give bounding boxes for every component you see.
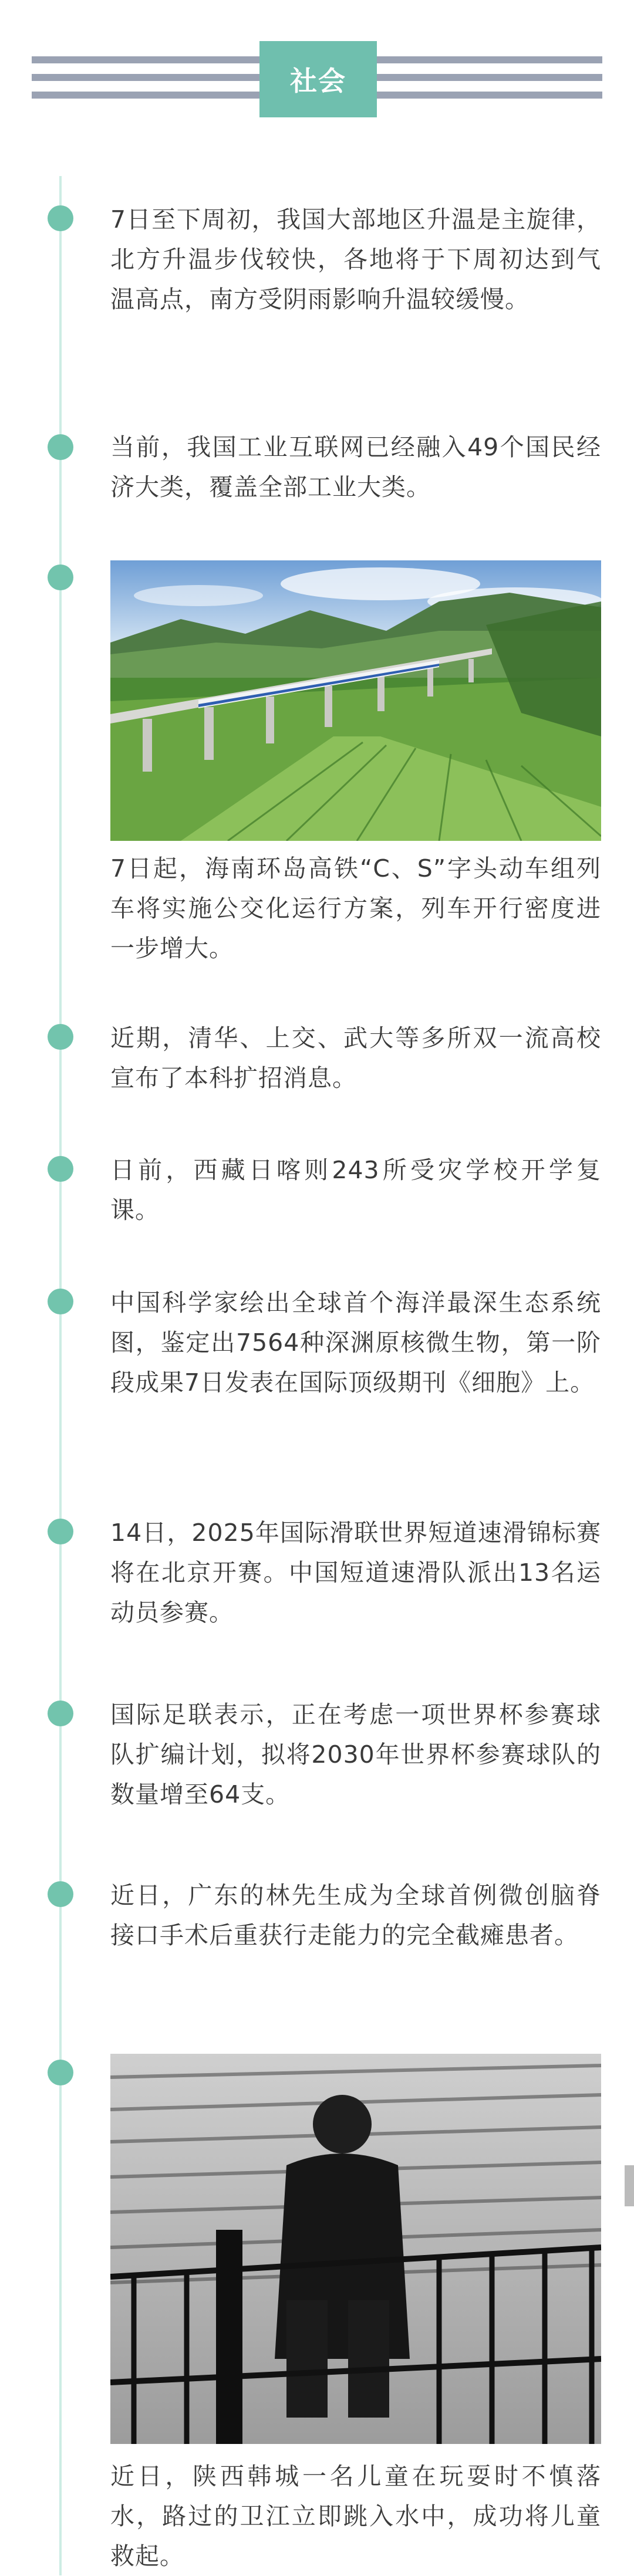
timeline-dot [48, 564, 73, 590]
timeline-line [59, 176, 62, 2575]
section-header [0, 0, 634, 123]
timeline-dot [48, 2060, 73, 2085]
timeline-dot [48, 1289, 73, 1314]
train-photo [110, 560, 601, 841]
timeline-dot [48, 1881, 73, 1907]
timeline-dot [48, 1156, 73, 1182]
news-item-text: 7日起，海南环岛高铁“C、S”字头动车组列车将实施公交化运行方案，列车开行密度进一步增大。 [110, 854, 601, 962]
timeline-dot [48, 1024, 73, 1050]
news-item-text: 近期，清华、上交、武大等多所双一流高校宣布了本科扩招消息。 [110, 1024, 601, 1092]
news-item-text: 中国科学家绘出全球首个海洋最深生态系统图，鉴定出7564种深渊原核微生物，第一阶段成果7日发表在国际顶级期刊《细胞》上。 [110, 1289, 601, 1397]
news-item-text: 国际足联表示，正在考虑一项世界杯参赛球队扩编计划，拟将2030年世界杯参赛球队的数量增至64支。 [110, 1701, 601, 1808]
high-speed-train-viaduct-photo [110, 560, 601, 841]
rescue-photo [110, 2054, 601, 2444]
scrollbar-thumb[interactable] [625, 2165, 634, 2206]
guard-at-railing-photo [110, 2054, 601, 2444]
news-item-text: 日前，西藏日喀则243所受灾学校开学复课。 [110, 1156, 601, 1224]
timeline-dot [48, 1519, 73, 1544]
timeline-dot [48, 434, 73, 460]
news-item-text: 14日，2025年国际滑联世界短道速滑锦标赛将在北京开赛。中国短道速滑队派出13名运动员参赛。 [110, 1519, 601, 1627]
news-item-text: 7日至下周初，我国大部地区升温是主旋律，北方升温步伐较快，各地将于下周初达到气温高点，南方受阴雨影响升温较缓慢。 [110, 205, 601, 313]
news-item-text: 当前，我国工业互联网已经融入49个国民经济大类，覆盖全部工业大类。 [110, 433, 601, 501]
news-item-text: 近日，广东的林先生成为全球首例微创脑脊接口手术后重获行走能力的完全截瘫患者。 [110, 1881, 601, 1949]
timeline-dot [48, 205, 73, 231]
timeline-dot [48, 1701, 73, 1726]
news-item-text: 近日，陕西韩城一名儿童在玩耍时不慎落水，路过的卫江立即跳入水中，成功将儿童救起。 [110, 2462, 601, 2570]
section-badge: 社会 [259, 41, 377, 117]
